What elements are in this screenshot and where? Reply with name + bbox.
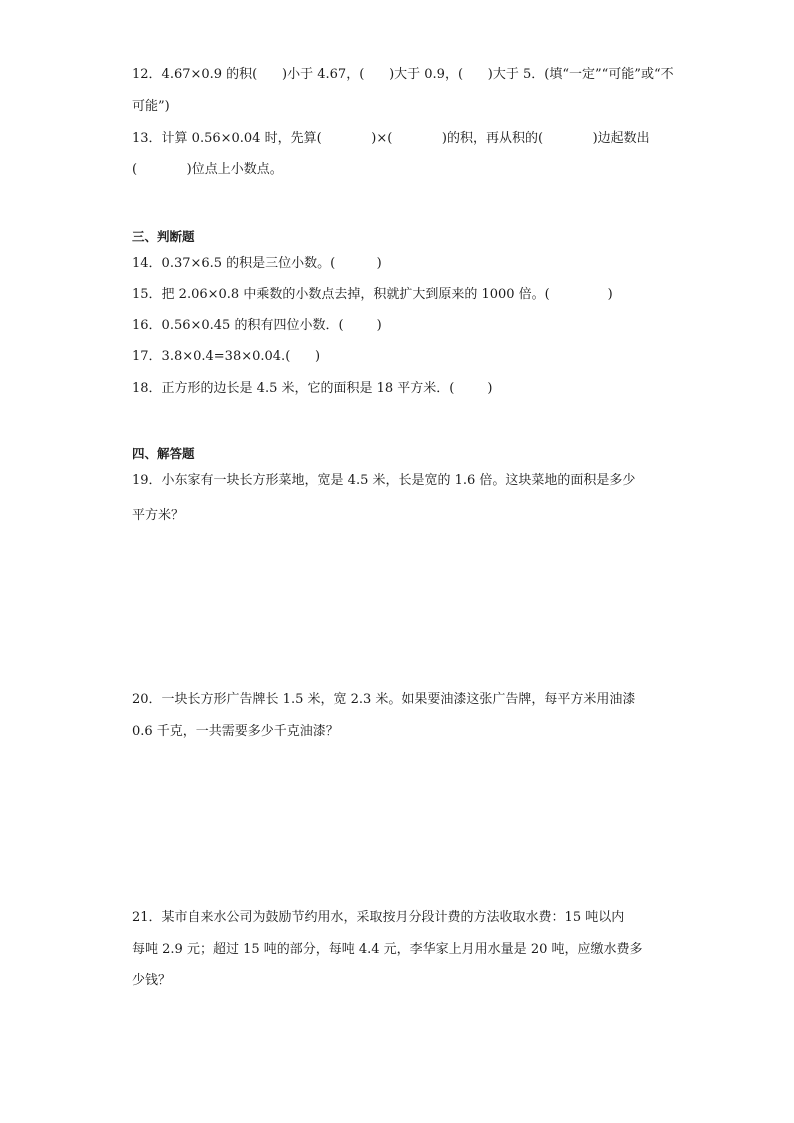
question-21-line-2: 每吨 2.9 元；超过 15 吨的部分，每吨 4.4 元，李华家上月用水量是 20 吨，应缴水费多: [132, 942, 643, 957]
question-15: 15．把 2.06×0.8 中乘数的小数点去掉，积就扩大到原来的 1000 倍。( ): [132, 287, 613, 302]
question-13-line-1: 13．计算 0.56×0.04 时，先算( )×( )的积，再从积的( )边起数出: [132, 131, 650, 146]
question-16: 16．0.56×0.45 的积有四位小数．( ): [132, 318, 382, 333]
question-19-line-1: 19．小东家有一块长方形菜地，宽是 4.5 米，长是宽的 1.6 倍。这块菜地的面积是多少: [132, 473, 636, 488]
question-19-line-2: 平方米？: [132, 508, 185, 523]
question-12-line-1: 12．4.67×0.9 的积( )小于 4.67，( )大于 0.9，( )大于 5．(填“一定”“可能”或“不: [132, 67, 674, 82]
section-heading-judge: 三、判断题: [132, 229, 195, 244]
question-20-line-2: 0.6 千克，一共需要多少千克油漆？: [132, 724, 339, 739]
question-14: 14．0.37×6.5 的积是三位小数。( ): [132, 256, 382, 271]
question-12-line-2: 可能”): [132, 99, 170, 114]
question-13-line-2: ( )位点上小数点。: [132, 162, 283, 177]
section-heading-solve: 四、解答题: [132, 446, 195, 461]
question-18: 18．正方形的边长是 4.5 米，它的面积是 18 平方米．( ): [132, 381, 493, 396]
question-20-line-1: 20．一块长方形广告牌长 1.5 米，宽 2.3 米。如果要油漆这张广告牌，每平方米用油漆: [132, 692, 636, 707]
question-17: 17．3.8×0.4=38×0.04.( ): [132, 349, 321, 364]
question-21-line-1: 21．某市自来水公司为鼓励节约用水，采取按月分段计费的方法收取水费：15 吨以内: [132, 910, 625, 925]
question-21-line-3: 少钱？: [132, 973, 172, 988]
